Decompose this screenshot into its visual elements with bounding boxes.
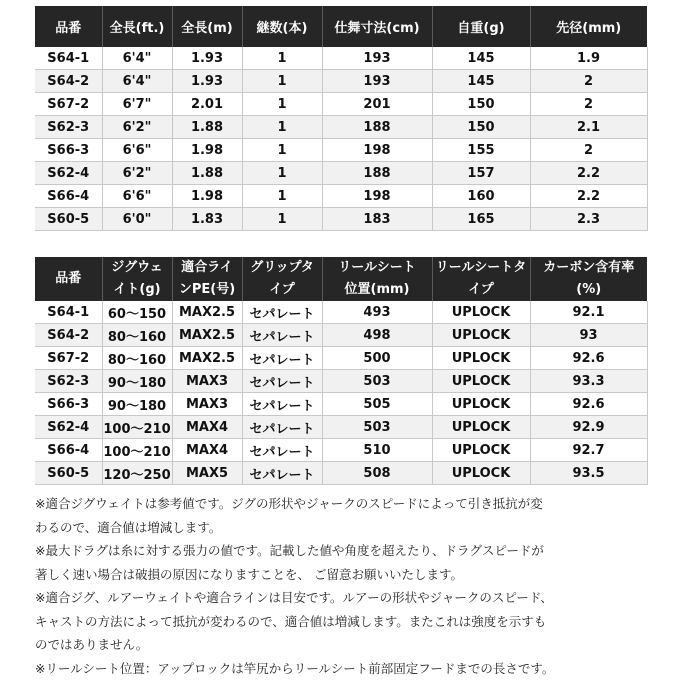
table-cell: 188 [322,162,432,185]
table-cell: 6'4" [102,47,172,70]
table-cell: 2.2 [530,185,647,208]
table-row [35,462,647,485]
table-cell: 508 [322,462,432,485]
table-cell: セパレート [242,416,322,439]
table-cell: 165 [432,208,530,231]
footnote-line: ※適合ジグウェイトは参考値です。ジグの形状やジャークのスピードによって引き抵抗が変 [35,496,543,511]
table-cell: 493 [322,301,432,324]
header-line: 品番 [55,271,82,286]
table-cell: S60-5 [35,462,102,485]
table-cell: セパレート [242,347,322,370]
table-cell: 100～210 [102,416,172,439]
header-line: イプ [468,282,494,297]
table-cell: S66-3 [35,139,102,162]
table-row [35,70,647,93]
table-cell: S67-2 [35,347,102,370]
table-row [35,301,647,324]
table-cell: S64-1 [35,47,102,70]
footnote-line: ※適合ジグ、ルアーウェイトや適合ラインは目安です。ルアーの形状やジャークのスピード、 [35,590,553,605]
table-cell: 92.9 [530,416,647,439]
header-cell: 自重(g) [432,6,530,47]
table-cell: 155 [432,139,530,162]
table-cell: MAX2.5 [172,301,242,324]
table-cell: 2.1 [530,116,647,139]
table-header-row [35,6,647,47]
table-cell: S62-3 [35,370,102,393]
table-cell: 90～180 [102,370,172,393]
table-cell: セパレート [242,301,322,324]
table-row [35,324,647,347]
footnote-line: のではありません。 [35,637,149,652]
table-cell: 160 [432,185,530,208]
table-cell: 92.7 [530,439,647,462]
table-cell: 1 [242,162,322,185]
spec-table-dimensions [35,6,648,231]
table-cell: S62-4 [35,416,102,439]
table-cell: UPLOCK [432,462,530,485]
table-cell: 145 [432,70,530,93]
table-cell: セパレート [242,370,322,393]
table-cell: 90～180 [102,393,172,416]
table-cell: 198 [322,139,432,162]
table-cell: 93.5 [530,462,647,485]
table-cell: UPLOCK [432,324,530,347]
table-cell: 1.88 [172,116,242,139]
table-cell: 2.3 [530,208,647,231]
table-cell: MAX2.5 [172,347,242,370]
header-line: 位置(mm) [344,282,410,297]
table-cell: 1 [242,208,322,231]
table-cell: 1.93 [172,47,242,70]
header-cell [35,257,102,301]
table-cell: 2 [530,93,647,116]
table-cell: 6'7" [102,93,172,116]
footnote-line: 著しく速い場合は破損の原因になりますことを、 ご留意お願いいたします。 [35,566,463,582]
table-cell: 1.83 [172,208,242,231]
table-cell: S62-3 [35,116,102,139]
table-cell: 92.1 [530,301,647,324]
table-row [35,347,647,370]
header-cell: 全長(m) [172,6,242,47]
table-cell: セパレート [242,324,322,347]
spec-table-specifications [35,257,648,485]
header-line: イプ [269,282,295,297]
table-cell: 198 [322,185,432,208]
table-cell: S60-5 [35,208,102,231]
table-cell: 6'4" [102,70,172,93]
footnote-line: キャストの方法によって抵抗が変わるので、適合値は増減します。またこれは強度を示すも [35,613,547,629]
header-line: グリップタ [250,260,314,275]
header-line: リールシート [338,260,416,275]
table-cell: S67-2 [35,93,102,116]
table-cell: 1.9 [530,47,647,70]
table-cell: UPLOCK [432,416,530,439]
header-line: 適合ライ [181,260,233,275]
table-row [35,416,647,439]
table-cell: 193 [322,47,432,70]
header-cell: 継数(本) [242,6,322,47]
table-cell: 92.6 [530,347,647,370]
table-cell: セパレート [242,462,322,485]
table-cell: 1 [242,139,322,162]
table-cell: 150 [432,116,530,139]
table-cell: 1 [242,47,322,70]
table-cell: 2 [530,70,647,93]
table-row [35,393,647,416]
table-cell: 503 [322,416,432,439]
table-cell: MAX4 [172,439,242,462]
table-cell: 145 [432,47,530,70]
table-cell: UPLOCK [432,393,530,416]
footnote-line: わるので、適合値は増減します。 [35,519,222,535]
table-cell: 1 [242,116,322,139]
table-cell: 6'2" [102,116,172,139]
table-cell: UPLOCK [432,370,530,393]
table-cell: 6'0" [102,208,172,231]
table-cell: 498 [322,324,432,347]
table-cell: S66-4 [35,439,102,462]
header-cell [172,257,242,301]
table-cell: 6'2" [102,162,172,185]
header-line: ンPE(号) [178,282,236,297]
table-cell: 1 [242,185,322,208]
table-row [35,370,647,393]
table-cell: S64-2 [35,70,102,93]
table-cell: UPLOCK [432,439,530,462]
header-line: リールシートタ [435,260,527,275]
table-cell: セパレート [242,439,322,462]
footnote-line: ※最大ドラグは糸に対する張力の値です。記載した値や角度を超えたり、ドラグスピードが [35,543,544,558]
table-row [35,139,647,162]
header-line: ジグウェ [111,260,163,275]
table-cell: MAX3 [172,370,242,393]
table-cell: 183 [322,208,432,231]
header-cell [530,257,647,301]
table-row [35,208,647,231]
header-cell: 全長(ft.) [102,6,172,47]
table-cell: 157 [432,162,530,185]
table-row [35,162,647,185]
table-cell: S62-4 [35,162,102,185]
table-cell: 6'6" [102,139,172,162]
header-cell: 先径(mm) [530,6,647,47]
header-cell [322,257,432,301]
header-line: カーボン含有率 [543,260,635,275]
table-cell: 201 [322,93,432,116]
table-cell: 1.88 [172,162,242,185]
header-cell [102,257,172,301]
table-cell: 503 [322,370,432,393]
table-cell: MAX4 [172,416,242,439]
table-cell: 188 [322,116,432,139]
table-cell: 500 [322,347,432,370]
header-cell: 品番 [35,6,102,47]
table-cell: 1 [242,93,322,116]
footnote-line: ※リールシート位置：アップロックは竿尻からリールシート前部固定フードまでの長さです。 [35,660,555,676]
header-line: (%) [576,282,602,297]
table-cell: S66-3 [35,393,102,416]
table-cell: 150 [432,93,530,116]
table-cell: S64-2 [35,324,102,347]
table-cell: 60～150 [102,301,172,324]
table-row [35,93,647,116]
table-cell: 2.01 [172,93,242,116]
table-cell: S66-4 [35,185,102,208]
table-cell: 80～160 [102,347,172,370]
table-cell: 2.2 [530,162,647,185]
table-row [35,439,647,462]
table-cell: 2 [530,139,647,162]
table-cell: 505 [322,393,432,416]
table-row [35,116,647,139]
table-cell: 80～160 [102,324,172,347]
table-header-row [35,257,647,301]
table-row [35,47,647,70]
table-cell: 1.93 [172,70,242,93]
table-cell: 100～210 [102,439,172,462]
table-cell: MAX3 [172,393,242,416]
table-cell: 1.98 [172,139,242,162]
header-cell: 仕舞寸法(cm) [322,6,432,47]
table-cell: 510 [322,439,432,462]
table-cell: MAX5 [172,462,242,485]
table-cell: UPLOCK [432,301,530,324]
table-cell: 1 [242,70,322,93]
table-cell: 93 [530,324,647,347]
footnotes [35,492,655,680]
table-cell: S64-1 [35,301,102,324]
table-cell: UPLOCK [432,347,530,370]
header-line: イト(g) [113,282,161,297]
table-cell: 93.3 [530,370,647,393]
header-cell [242,257,322,301]
table-cell: 6'6" [102,185,172,208]
table-cell: セパレート [242,393,322,416]
table-row [35,185,647,208]
table-cell: 193 [322,70,432,93]
table-cell: 1.98 [172,185,242,208]
table-cell: 120～250 [102,462,172,485]
header-cell [432,257,530,301]
table-cell: MAX2.5 [172,324,242,347]
table-cell: 92.6 [530,393,647,416]
